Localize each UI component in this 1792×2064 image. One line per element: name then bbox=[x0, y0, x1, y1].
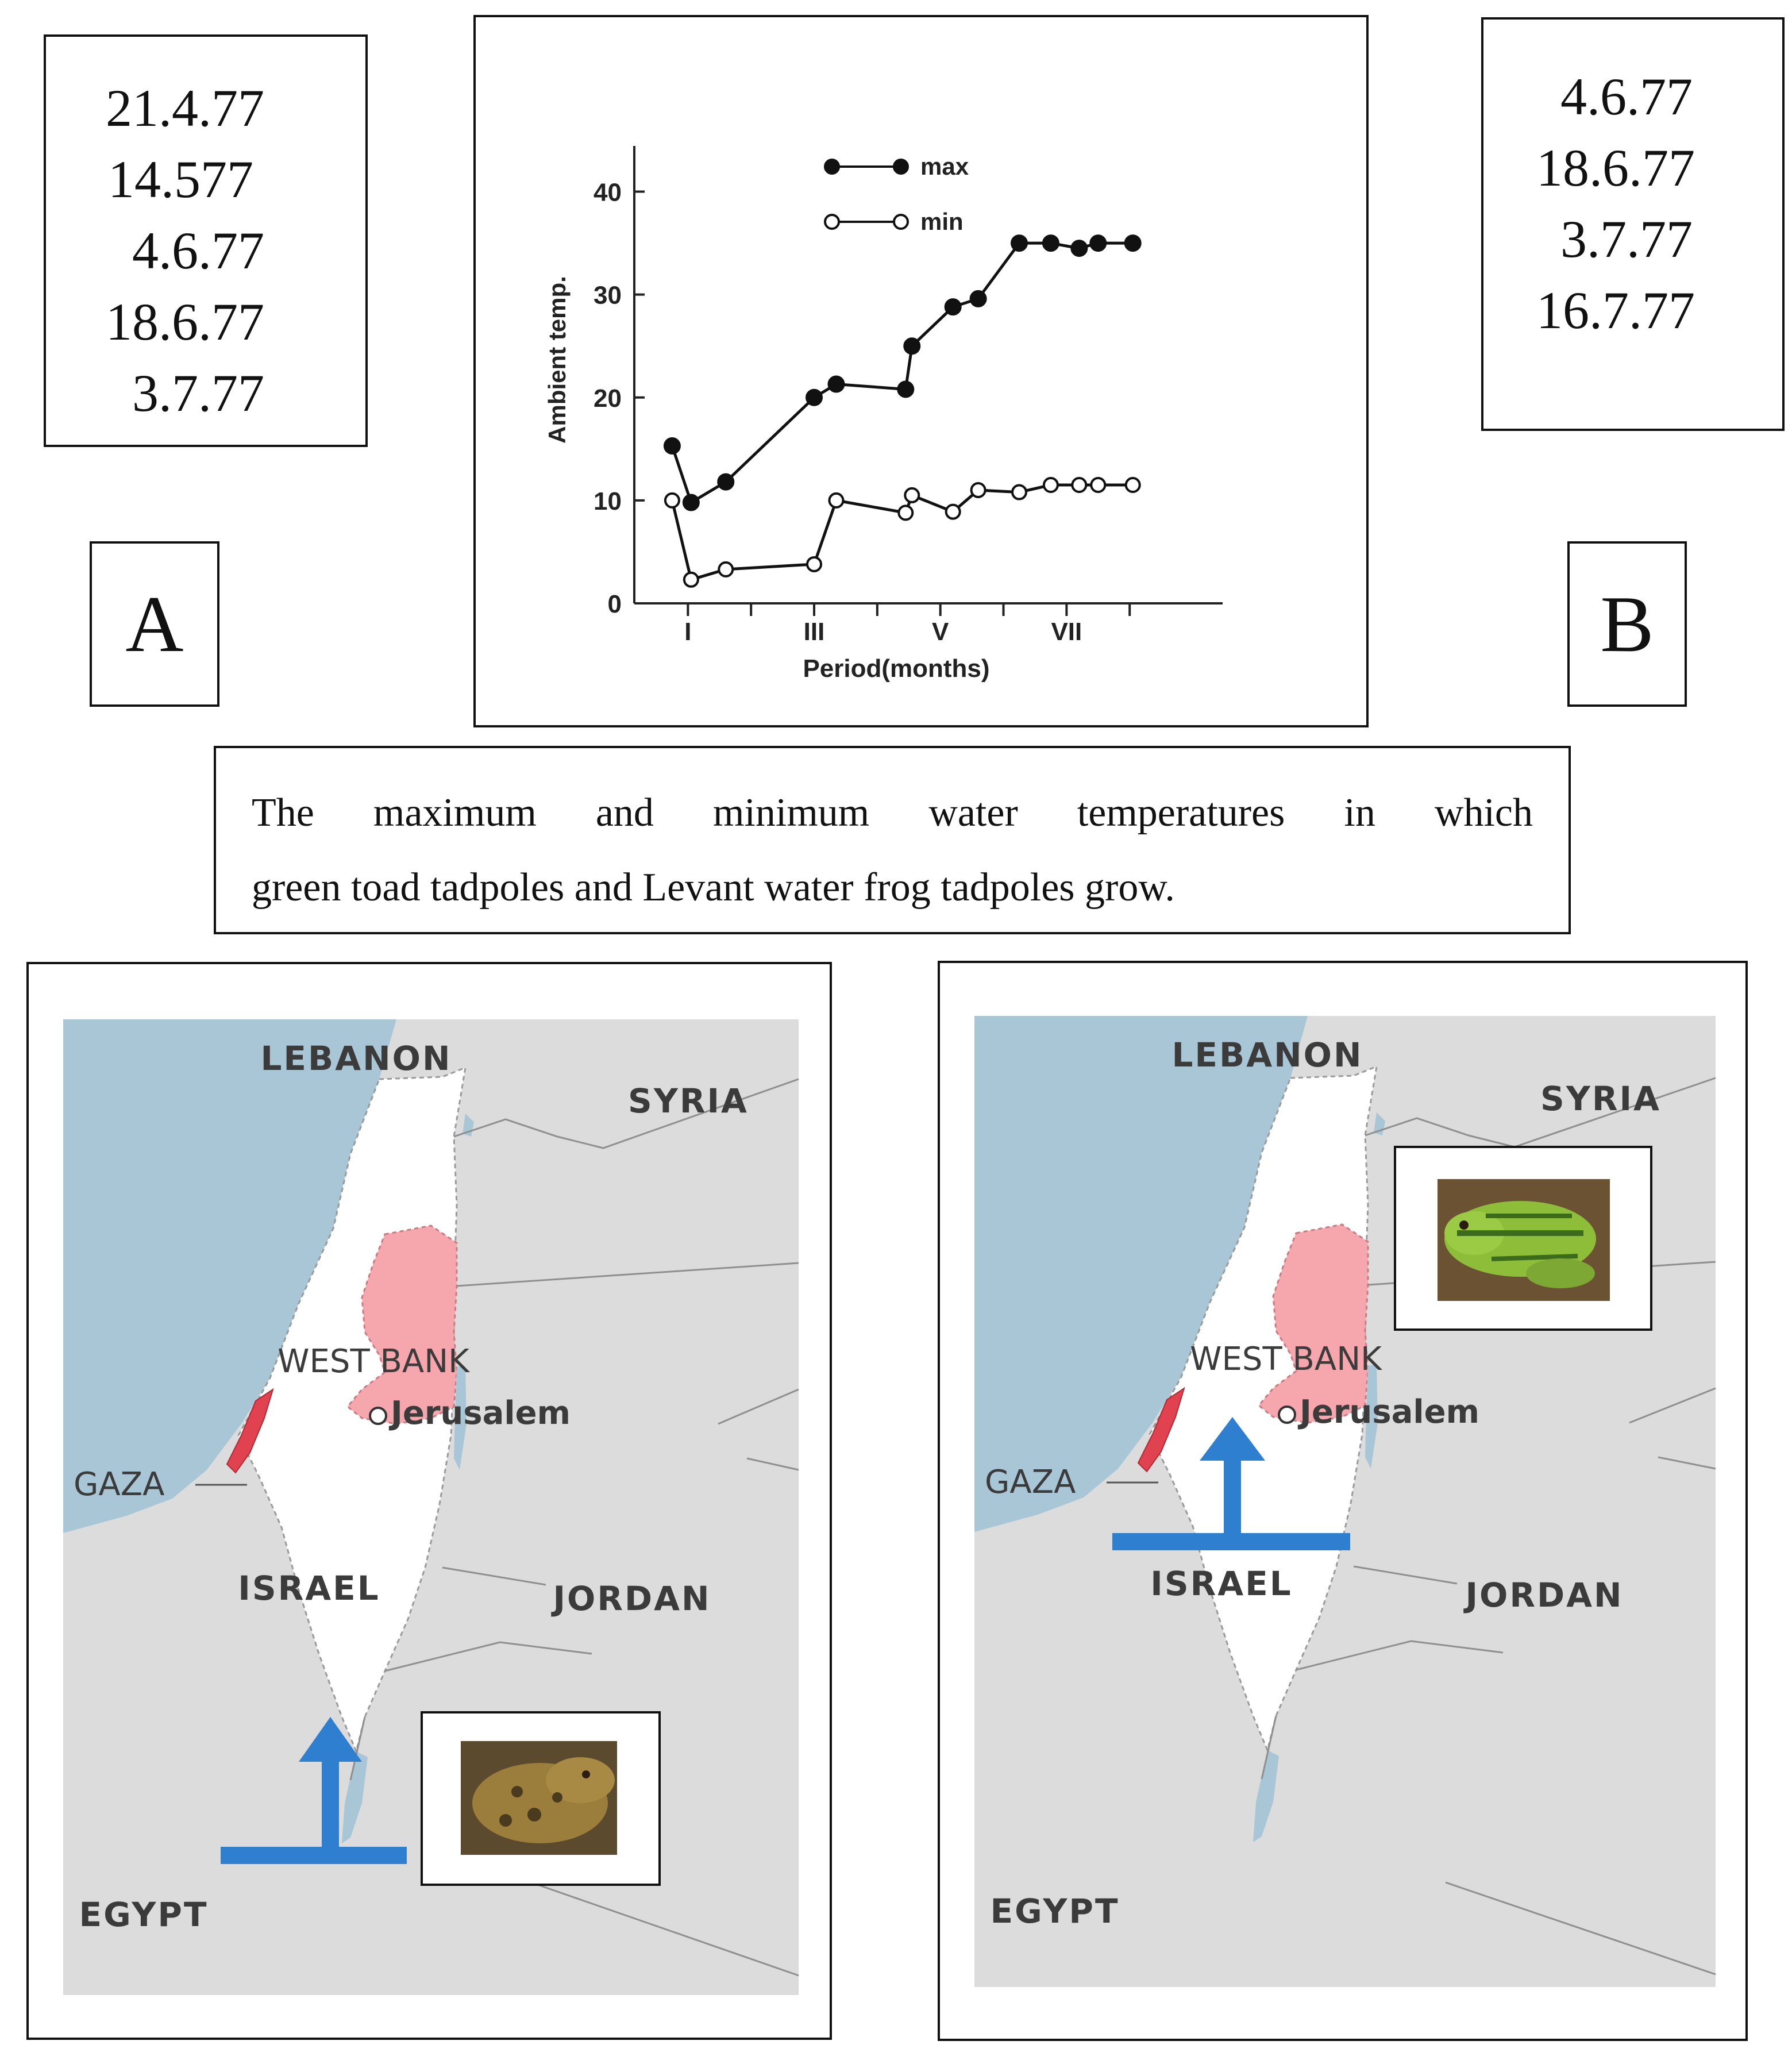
label-b: B bbox=[1567, 541, 1687, 707]
caption-box bbox=[214, 746, 1571, 934]
jerusalem-marker bbox=[1279, 1407, 1295, 1423]
label-israel: ISRAEL bbox=[238, 1569, 380, 1608]
chart-x-axis-label: Period(months) bbox=[803, 654, 990, 683]
label-lebanon: LEBANON bbox=[260, 1039, 452, 1078]
data-point-max bbox=[1090, 236, 1105, 251]
chart-x-tick-label: I bbox=[684, 618, 692, 646]
caption-line-2: green toad tadpoles and Levant water frog tadpoles grow. bbox=[252, 865, 1175, 910]
chart-legend bbox=[825, 153, 969, 235]
data-point-max bbox=[807, 390, 822, 405]
right-date-4: 16.7.77 bbox=[1536, 281, 1695, 340]
series-line-min bbox=[672, 485, 1133, 580]
data-point-max bbox=[971, 291, 986, 306]
series-line-max bbox=[672, 243, 1133, 502]
label-jordan: JORDAN bbox=[1465, 1576, 1624, 1615]
data-point-min bbox=[899, 506, 912, 519]
chart-x-tick-label: V bbox=[932, 618, 949, 646]
left-date-4: 18.6.77 bbox=[106, 292, 264, 351]
left-date-5: 3.7.77 bbox=[132, 364, 264, 422]
data-point-min bbox=[1044, 478, 1058, 492]
data-point-max bbox=[665, 438, 680, 453]
left-map bbox=[29, 964, 830, 2038]
legend-label-min: min bbox=[920, 208, 964, 235]
data-point-min bbox=[829, 494, 843, 507]
data-point-max bbox=[828, 376, 843, 391]
temperature-chart-box bbox=[473, 15, 1369, 727]
label-west-bank: WEST BANK bbox=[278, 1343, 469, 1380]
data-point-max bbox=[1126, 236, 1140, 251]
legend-marker-min bbox=[894, 215, 908, 229]
right-date-1: 4.6.77 bbox=[1560, 67, 1693, 126]
data-point-min bbox=[905, 488, 919, 502]
data-point-min bbox=[1126, 478, 1140, 492]
caption-line-1: The maximum and minimum water temperatures in which bbox=[252, 791, 1533, 835]
right-map bbox=[940, 963, 1745, 2039]
left-date-1: 21.4.77 bbox=[106, 79, 264, 137]
chart-y-tick-label: 20 bbox=[594, 384, 622, 413]
data-point-max bbox=[898, 382, 913, 396]
label-israel: ISRAEL bbox=[1150, 1564, 1293, 1603]
data-point-max bbox=[718, 475, 733, 490]
chart-x-tick-label: III bbox=[803, 618, 825, 646]
legend-marker-min bbox=[825, 215, 839, 229]
label-syria: SYRIA bbox=[628, 1081, 749, 1120]
label-a: A bbox=[90, 541, 219, 707]
legend-marker-max bbox=[894, 160, 908, 174]
left-date-2: 14.577 bbox=[108, 150, 253, 209]
data-point-min bbox=[1072, 478, 1086, 492]
label-jerusalem: Jerusalem bbox=[1300, 1393, 1479, 1431]
chart-x-tick-label: VII bbox=[1051, 618, 1082, 646]
data-point-max bbox=[684, 495, 699, 510]
label-gaza: GAZA bbox=[74, 1466, 165, 1503]
data-point-min bbox=[684, 573, 698, 587]
data-point-max bbox=[1043, 236, 1058, 251]
label-gaza: GAZA bbox=[985, 1464, 1076, 1501]
data-point-min bbox=[946, 505, 960, 519]
chart-y-tick-label: 0 bbox=[607, 590, 622, 618]
left-date-list bbox=[44, 34, 368, 447]
chart-y-tick-label: 30 bbox=[594, 281, 622, 310]
label-egypt: EGYPT bbox=[990, 1892, 1120, 1931]
legend-marker-max bbox=[825, 160, 839, 174]
data-point-max bbox=[1012, 236, 1027, 251]
label-lebanon: LEBANON bbox=[1171, 1035, 1363, 1075]
chart-y-tick-label: 10 bbox=[594, 487, 622, 515]
label-syria: SYRIA bbox=[1540, 1079, 1661, 1118]
data-point-min bbox=[972, 483, 985, 497]
data-point-min bbox=[807, 557, 821, 571]
chart-y-tick-label: 40 bbox=[594, 178, 622, 207]
data-point-min bbox=[665, 494, 679, 507]
data-point-min bbox=[719, 563, 733, 576]
data-point-min bbox=[1012, 486, 1026, 499]
chart-y-axis-label: Ambient temp. bbox=[544, 276, 571, 444]
data-point-min bbox=[1091, 478, 1105, 492]
green-toad-photo bbox=[461, 1741, 617, 1855]
data-point-max bbox=[904, 338, 919, 353]
jerusalem-marker bbox=[370, 1408, 386, 1424]
label-jordan: JORDAN bbox=[553, 1579, 711, 1618]
legend-label-max: max bbox=[920, 153, 969, 180]
left-date-3: 4.6.77 bbox=[132, 221, 264, 280]
chart-series bbox=[665, 236, 1140, 587]
data-point-max bbox=[946, 299, 961, 314]
temperature-chart bbox=[476, 17, 1366, 725]
water-frog-photo bbox=[1438, 1179, 1610, 1301]
right-date-3: 3.7.77 bbox=[1560, 210, 1693, 268]
right-date-2: 18.6.77 bbox=[1536, 138, 1695, 197]
right-map-panel bbox=[938, 961, 1748, 2041]
label-egypt: EGYPT bbox=[79, 1895, 209, 1934]
left-map-panel bbox=[26, 962, 832, 2040]
label-west-bank: WEST BANK bbox=[1190, 1341, 1382, 1378]
data-point-max bbox=[1072, 241, 1086, 256]
right-date-list bbox=[1481, 17, 1785, 431]
label-jerusalem: Jerusalem bbox=[391, 1395, 571, 1432]
